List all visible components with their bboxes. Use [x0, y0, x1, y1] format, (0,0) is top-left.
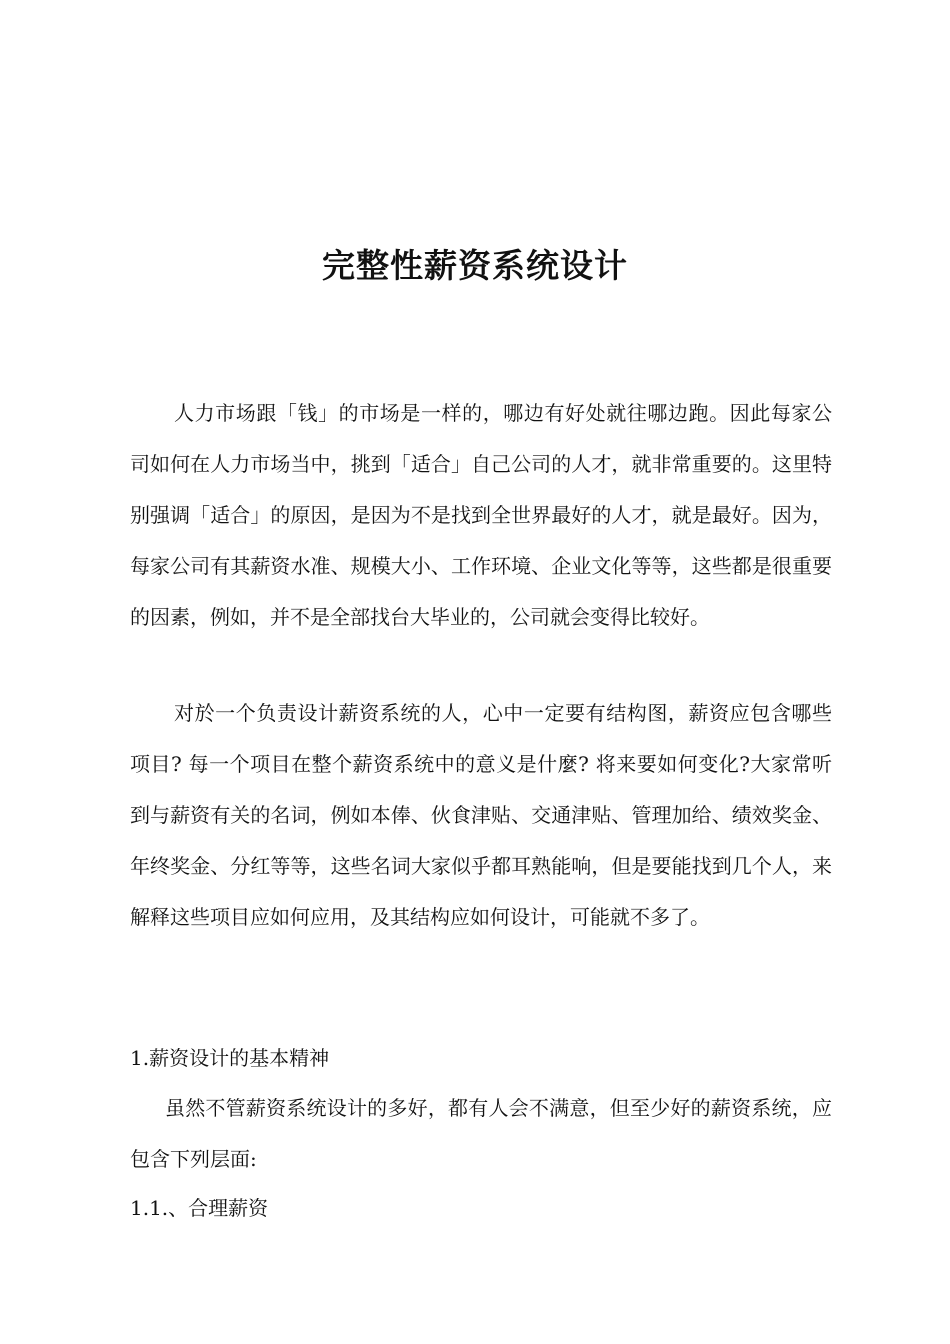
subsection-heading: 1.1.、合理薪资	[130, 1196, 269, 1220]
section-paragraph: 虽然不管薪资系统设计的多好，都有人会不满意，但至少好的薪资系统，应包含下列层面:	[130, 1096, 832, 1171]
section-heading: 1.薪资设计的基本精神	[130, 1046, 330, 1070]
structure-paragraph: 对於一个负责设计薪资系统的人，心中一定要有结构图，薪资应包含哪些项目? 每一个项目在整个薪资系统中的意义是什麼? 将来要如何变化?大家常听到与薪资有关的名词，例如本俸、伙食津贴、交通津贴、管理加给、绩效奖金、年终奖金、分红等等，这些名词大家似乎都耳熟能响，但是要能找到几个人，来解释这些项目应如何应用，及其结构应如何设计，可能就不多了。	[130, 701, 832, 929]
intro-paragraph: 人力市场跟「钱」的市场是一样的，哪边有好处就往哪边跑。因此每家公司如何在人力市场当中，挑到「适合」自己公司的人才，就非常重要的。这里特别强调「适合」的原因，是因为不是找到全世界最好的人才，就是最好。因为，每家公司有其薪资水准、规模大小、工作环境、企业文化等等，这些都是很重要的因素，例如，并不是全部找台大毕业的，公司就会变得比较好。	[130, 401, 832, 629]
document-title: 完整性薪资系统设计	[322, 246, 628, 285]
